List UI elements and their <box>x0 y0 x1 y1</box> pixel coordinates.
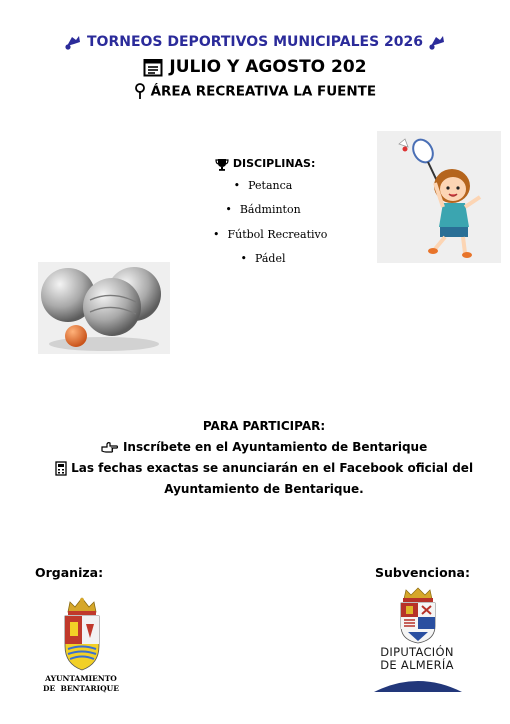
subvenciona-label: Subvenciona: <box>375 565 470 580</box>
organiza-label: Organiza: <box>35 565 104 580</box>
pointing-hand-icon <box>101 441 119 454</box>
dates-text: JULIO Y AGOSTO 202 <box>169 57 367 77</box>
trophy-icon <box>215 158 229 171</box>
petanque-balls-image <box>38 262 170 354</box>
location-heading <box>0 83 510 100</box>
disciplines-section <box>213 157 328 277</box>
list-item: • Pádel <box>213 252 313 277</box>
list-item: • Petanca <box>213 179 313 204</box>
participation-line-1: Inscríbete en el Ayuntamiento de Bentarique <box>0 437 510 458</box>
participation-line-2: Las fechas exactas se anunciarán en el Facebook oficial del <box>0 458 510 479</box>
disciplines-list <box>213 178 328 277</box>
phone-icon <box>55 461 67 476</box>
ayuntamiento-logo <box>62 594 102 672</box>
dates-heading <box>0 57 510 77</box>
shuttlecock-icon <box>64 34 82 50</box>
ayuntamiento-name: AYUNTAMIENTO DE BENTARIQUE <box>43 674 119 693</box>
title-text: TORNEOS DEPORTIVOS MUNICIPALES 2026 <box>87 34 423 50</box>
participation-heading: PARA PARTICIPAR: <box>202 419 326 433</box>
diputacion-name: DIPUTACIÓN DE ALMERÍA <box>380 645 454 672</box>
disciplines-heading: DISCIPLINAS: <box>215 157 313 171</box>
diputacion-arc <box>374 676 462 692</box>
badminton-girl-image <box>377 131 501 263</box>
calendar-icon <box>143 58 163 77</box>
participation-section <box>0 416 510 500</box>
diputacion-logo <box>398 586 438 644</box>
location-text: ÁREA RECREATIVA LA FUENTE <box>150 83 377 100</box>
list-item: • Fútbol Recreativo <box>213 228 313 253</box>
location-pin-icon <box>134 83 146 100</box>
participation-line-3: Ayuntamiento de Bentarique. <box>164 482 364 496</box>
page-title <box>0 34 510 50</box>
list-item: • Bádminton <box>213 203 313 228</box>
shuttlecock-icon <box>428 34 446 50</box>
